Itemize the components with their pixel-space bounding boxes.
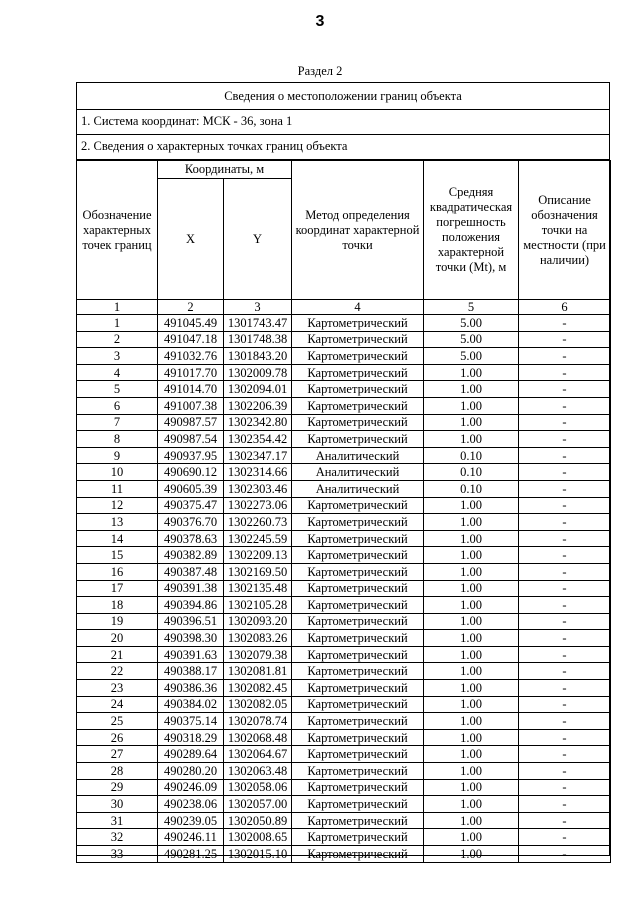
method-cell: Картометрический xyxy=(292,829,424,846)
coord-y-cell: 1302050.89 xyxy=(224,812,292,829)
coord-y-cell: 1302079.38 xyxy=(224,646,292,663)
table-row xyxy=(77,315,611,332)
description-cell: - xyxy=(519,464,611,481)
description-cell: - xyxy=(519,812,611,829)
mean-error-cell: 1.00 xyxy=(424,547,519,564)
coord-x-cell: 490289.64 xyxy=(158,746,224,763)
table-row xyxy=(77,414,611,431)
method-cell: Картометрический xyxy=(292,530,424,547)
coordinate-system: 1. Система координат: МСК - 36, зона 1 xyxy=(77,109,609,135)
description-cell: - xyxy=(519,663,611,680)
description-cell: - xyxy=(519,447,611,464)
description-cell: - xyxy=(519,763,611,780)
description-cell: - xyxy=(519,431,611,448)
method-cell: Картометрический xyxy=(292,630,424,647)
method-cell: Картометрический xyxy=(292,812,424,829)
coord-y-cell: 1302064.67 xyxy=(224,746,292,763)
page-number: 3 xyxy=(315,13,325,30)
method-cell: Картометрический xyxy=(292,746,424,763)
coord-x-cell: 490382.89 xyxy=(158,547,224,564)
description-cell: - xyxy=(519,597,611,614)
coord-x-cell: 490376.70 xyxy=(158,514,224,531)
table-row xyxy=(77,696,611,713)
point-id-cell: 20 xyxy=(77,630,158,647)
method-cell: Картометрический xyxy=(292,547,424,564)
table-row xyxy=(77,646,611,663)
coord-y-cell: 1302135.48 xyxy=(224,580,292,597)
coord-x-cell: 490246.09 xyxy=(158,779,224,796)
mean-error-cell: 1.00 xyxy=(424,397,519,414)
mean-error-cell: 1.00 xyxy=(424,646,519,663)
mean-error-cell: 1.00 xyxy=(424,796,519,813)
header-description: Описание обозначения точки на местности (при наличии) xyxy=(519,161,611,300)
method-cell: Картометрический xyxy=(292,646,424,663)
point-id-cell: 14 xyxy=(77,530,158,547)
header-y: Y xyxy=(224,179,292,300)
coord-y-cell: 1301843.20 xyxy=(224,348,292,365)
method-cell: Картометрический xyxy=(292,397,424,414)
description-cell: - xyxy=(519,729,611,746)
mean-error-cell: 1.00 xyxy=(424,431,519,448)
table-row xyxy=(77,597,611,614)
description-cell: - xyxy=(519,829,611,846)
coord-y-cell: 1302057.00 xyxy=(224,796,292,813)
points-heading: 2. Сведения о характерных точках границ объекта xyxy=(77,134,609,160)
mean-error-cell: 1.00 xyxy=(424,846,519,863)
coord-x-cell: 490391.38 xyxy=(158,580,224,597)
header-coordinates: Координаты, м xyxy=(158,161,292,179)
coord-y-cell: 1302206.39 xyxy=(224,397,292,414)
mean-error-cell: 0.10 xyxy=(424,480,519,497)
mean-error-cell: 0.10 xyxy=(424,464,519,481)
mean-error-cell: 1.00 xyxy=(424,763,519,780)
coord-y-cell: 1302260.73 xyxy=(224,514,292,531)
coord-x-cell: 491007.38 xyxy=(158,397,224,414)
coord-y-cell: 1302058.06 xyxy=(224,779,292,796)
description-cell: - xyxy=(519,696,611,713)
mean-error-cell: 1.00 xyxy=(424,364,519,381)
coord-x-cell: 491014.70 xyxy=(158,381,224,398)
coord-x-cell: 490690.12 xyxy=(158,464,224,481)
method-cell: Аналитический xyxy=(292,480,424,497)
method-cell: Картометрический xyxy=(292,696,424,713)
description-cell: - xyxy=(519,397,611,414)
column-number: 5 xyxy=(424,300,519,315)
method-cell: Картометрический xyxy=(292,315,424,332)
table-row xyxy=(77,713,611,730)
coord-x-cell: 491017.70 xyxy=(158,364,224,381)
coord-y-cell: 1302094.01 xyxy=(224,381,292,398)
coord-y-cell: 1302347.17 xyxy=(224,447,292,464)
coord-x-cell: 490375.14 xyxy=(158,713,224,730)
column-number: 2 xyxy=(158,300,224,315)
table-row xyxy=(77,331,611,348)
description-cell: - xyxy=(519,630,611,647)
mean-error-cell: 1.00 xyxy=(424,663,519,680)
description-cell: - xyxy=(519,563,611,580)
method-cell: Картометрический xyxy=(292,713,424,730)
mean-error-cell: 1.00 xyxy=(424,812,519,829)
method-cell: Картометрический xyxy=(292,663,424,680)
coord-y-cell: 1302303.46 xyxy=(224,480,292,497)
point-id-cell: 23 xyxy=(77,680,158,697)
mean-error-cell: 1.00 xyxy=(424,680,519,697)
header-x: X xyxy=(158,179,224,300)
table-row xyxy=(77,829,611,846)
description-cell: - xyxy=(519,547,611,564)
coord-x-cell: 490605.39 xyxy=(158,480,224,497)
method-cell: Картометрический xyxy=(292,597,424,614)
method-cell: Картометрический xyxy=(292,846,424,863)
table-row xyxy=(77,746,611,763)
point-id-cell: 8 xyxy=(77,431,158,448)
point-id-cell: 33 xyxy=(77,846,158,863)
point-id-cell: 5 xyxy=(77,381,158,398)
point-id-cell: 30 xyxy=(77,796,158,813)
method-cell: Аналитический xyxy=(292,447,424,464)
coord-x-cell: 490378.63 xyxy=(158,530,224,547)
coord-x-cell: 490987.57 xyxy=(158,414,224,431)
method-cell: Картометрический xyxy=(292,580,424,597)
coord-x-cell: 490398.30 xyxy=(158,630,224,647)
coord-y-cell: 1302105.28 xyxy=(224,597,292,614)
point-id-cell: 26 xyxy=(77,729,158,746)
coord-y-cell: 1302273.06 xyxy=(224,497,292,514)
coord-y-cell: 1302169.50 xyxy=(224,563,292,580)
table-row xyxy=(77,480,611,497)
table-row xyxy=(77,580,611,597)
point-id-cell: 3 xyxy=(77,348,158,365)
point-id-cell: 17 xyxy=(77,580,158,597)
description-cell: - xyxy=(519,779,611,796)
description-cell: - xyxy=(519,480,611,497)
point-id-cell: 28 xyxy=(77,763,158,780)
table-row xyxy=(77,381,611,398)
point-id-cell: 6 xyxy=(77,397,158,414)
table-row xyxy=(77,348,611,365)
mean-error-cell: 1.00 xyxy=(424,630,519,647)
coord-y-cell: 1302015.10 xyxy=(224,846,292,863)
column-number: 3 xyxy=(224,300,292,315)
method-cell: Картометрический xyxy=(292,431,424,448)
mean-error-cell: 1.00 xyxy=(424,829,519,846)
header-error: Средняя квадратическая погрешность положения характерной точки (Mt), м xyxy=(424,161,519,300)
method-cell: Картометрический xyxy=(292,414,424,431)
point-id-cell: 18 xyxy=(77,597,158,614)
method-cell: Картометрический xyxy=(292,331,424,348)
coord-y-cell: 1302081.81 xyxy=(224,663,292,680)
mean-error-cell: 1.00 xyxy=(424,514,519,531)
mean-error-cell: 1.00 xyxy=(424,729,519,746)
coord-y-cell: 1302209.13 xyxy=(224,547,292,564)
method-cell: Картометрический xyxy=(292,381,424,398)
point-id-cell: 21 xyxy=(77,646,158,663)
method-cell: Картометрический xyxy=(292,348,424,365)
coord-y-cell: 1302008.65 xyxy=(224,829,292,846)
point-id-cell: 31 xyxy=(77,812,158,829)
point-id-cell: 9 xyxy=(77,447,158,464)
point-id-cell: 15 xyxy=(77,547,158,564)
point-id-cell: 16 xyxy=(77,563,158,580)
point-id-cell: 25 xyxy=(77,713,158,730)
coord-x-cell: 490384.02 xyxy=(158,696,224,713)
description-cell: - xyxy=(519,497,611,514)
mean-error-cell: 1.00 xyxy=(424,563,519,580)
coord-x-cell: 490238.06 xyxy=(158,796,224,813)
description-cell: - xyxy=(519,381,611,398)
method-cell: Картометрический xyxy=(292,497,424,514)
point-id-cell: 12 xyxy=(77,497,158,514)
method-cell: Картометрический xyxy=(292,613,424,630)
coord-x-cell: 490937.95 xyxy=(158,447,224,464)
mean-error-cell: 1.00 xyxy=(424,613,519,630)
table-row xyxy=(77,779,611,796)
mean-error-cell: 1.00 xyxy=(424,696,519,713)
coord-y-cell: 1302082.05 xyxy=(224,696,292,713)
header-method: Метод определения координат характерной точки xyxy=(292,161,424,300)
point-id-cell: 29 xyxy=(77,779,158,796)
coord-x-cell: 490280.20 xyxy=(158,763,224,780)
method-cell: Картометрический xyxy=(292,763,424,780)
mean-error-cell: 1.00 xyxy=(424,746,519,763)
method-cell: Картометрический xyxy=(292,779,424,796)
point-id-cell: 22 xyxy=(77,663,158,680)
table-row xyxy=(77,729,611,746)
mean-error-cell: 1.00 xyxy=(424,381,519,398)
column-number: 1 xyxy=(77,300,158,315)
description-cell: - xyxy=(519,796,611,813)
coord-y-cell: 1302082.45 xyxy=(224,680,292,697)
coord-y-cell: 1302068.48 xyxy=(224,729,292,746)
coord-y-cell: 1302354.42 xyxy=(224,431,292,448)
description-cell: - xyxy=(519,331,611,348)
description-cell: - xyxy=(519,680,611,697)
coord-x-cell: 490391.63 xyxy=(158,646,224,663)
method-cell: Картометрический xyxy=(292,563,424,580)
boundary-info-block xyxy=(76,82,610,861)
points-table-body xyxy=(77,315,611,863)
coord-x-cell: 490318.29 xyxy=(158,729,224,746)
coord-x-cell: 490987.54 xyxy=(158,431,224,448)
points-table xyxy=(76,160,611,863)
column-number: 6 xyxy=(519,300,611,315)
point-id-cell: 10 xyxy=(77,464,158,481)
description-cell: - xyxy=(519,846,611,863)
coord-x-cell: 491047.18 xyxy=(158,331,224,348)
coord-x-cell: 490387.48 xyxy=(158,563,224,580)
table-row xyxy=(77,364,611,381)
coord-y-cell: 1302245.59 xyxy=(224,530,292,547)
table-row xyxy=(77,563,611,580)
point-id-cell: 32 xyxy=(77,829,158,846)
table-row xyxy=(77,514,611,531)
table-row xyxy=(77,397,611,414)
mean-error-cell: 5.00 xyxy=(424,331,519,348)
table-row xyxy=(77,431,611,448)
mean-error-cell: 5.00 xyxy=(424,315,519,332)
description-cell: - xyxy=(519,348,611,365)
table-row xyxy=(77,547,611,564)
table-row xyxy=(77,497,611,514)
description-cell: - xyxy=(519,315,611,332)
mean-error-cell: 1.00 xyxy=(424,779,519,796)
method-cell: Картометрический xyxy=(292,364,424,381)
coord-y-cell: 1301743.47 xyxy=(224,315,292,332)
coord-x-cell: 490394.86 xyxy=(158,597,224,614)
point-id-cell: 19 xyxy=(77,613,158,630)
mean-error-cell: 1.00 xyxy=(424,530,519,547)
mean-error-cell: 1.00 xyxy=(424,580,519,597)
coord-x-cell: 490388.17 xyxy=(158,663,224,680)
table-row xyxy=(77,530,611,547)
description-cell: - xyxy=(519,746,611,763)
section-label: Раздел 2 xyxy=(297,64,343,78)
point-id-cell: 4 xyxy=(77,364,158,381)
mean-error-cell: 1.00 xyxy=(424,713,519,730)
coord-y-cell: 1302078.74 xyxy=(224,713,292,730)
coord-y-cell: 1302083.26 xyxy=(224,630,292,647)
description-cell: - xyxy=(519,514,611,531)
table-row xyxy=(77,630,611,647)
table-row xyxy=(77,763,611,780)
method-cell: Картометрический xyxy=(292,729,424,746)
point-id-cell: 27 xyxy=(77,746,158,763)
method-cell: Картометрический xyxy=(292,796,424,813)
coord-x-cell: 491032.76 xyxy=(158,348,224,365)
table-row xyxy=(77,796,611,813)
header-designation: Обозначение характерных точек границ xyxy=(77,161,158,300)
coord-x-cell: 490239.05 xyxy=(158,812,224,829)
method-cell: Картометрический xyxy=(292,514,424,531)
table-row xyxy=(77,464,611,481)
coord-x-cell: 490375.47 xyxy=(158,497,224,514)
point-id-cell: 11 xyxy=(77,480,158,497)
mean-error-cell: 0.10 xyxy=(424,447,519,464)
coord-y-cell: 1302009.78 xyxy=(224,364,292,381)
table-row xyxy=(77,846,611,863)
description-cell: - xyxy=(519,580,611,597)
mean-error-cell: 1.00 xyxy=(424,414,519,431)
description-cell: - xyxy=(519,414,611,431)
coord-x-cell: 490281.25 xyxy=(158,846,224,863)
point-id-cell: 7 xyxy=(77,414,158,431)
point-id-cell: 1 xyxy=(77,315,158,332)
description-cell: - xyxy=(519,646,611,663)
table-title: Сведения о местоположении границ объекта xyxy=(77,83,609,110)
coord-x-cell: 490386.36 xyxy=(158,680,224,697)
method-cell: Картометрический xyxy=(292,680,424,697)
point-id-cell: 13 xyxy=(77,514,158,531)
coord-x-cell: 490396.51 xyxy=(158,613,224,630)
mean-error-cell: 5.00 xyxy=(424,348,519,365)
coord-y-cell: 1302093.20 xyxy=(224,613,292,630)
description-cell: - xyxy=(519,530,611,547)
mean-error-cell: 1.00 xyxy=(424,497,519,514)
description-cell: - xyxy=(519,364,611,381)
coord-y-cell: 1302342.80 xyxy=(224,414,292,431)
point-id-cell: 24 xyxy=(77,696,158,713)
description-cell: - xyxy=(519,713,611,730)
coord-x-cell: 491045.49 xyxy=(158,315,224,332)
mean-error-cell: 1.00 xyxy=(424,597,519,614)
table-row xyxy=(77,812,611,829)
method-cell: Аналитический xyxy=(292,464,424,481)
coord-y-cell: 1302063.48 xyxy=(224,763,292,780)
point-id-cell: 2 xyxy=(77,331,158,348)
table-row xyxy=(77,663,611,680)
table-row xyxy=(77,680,611,697)
column-number: 4 xyxy=(292,300,424,315)
coord-x-cell: 490246.11 xyxy=(158,829,224,846)
table-row xyxy=(77,613,611,630)
coord-y-cell: 1302314.66 xyxy=(224,464,292,481)
coord-y-cell: 1301748.38 xyxy=(224,331,292,348)
table-row xyxy=(77,447,611,464)
description-cell: - xyxy=(519,613,611,630)
